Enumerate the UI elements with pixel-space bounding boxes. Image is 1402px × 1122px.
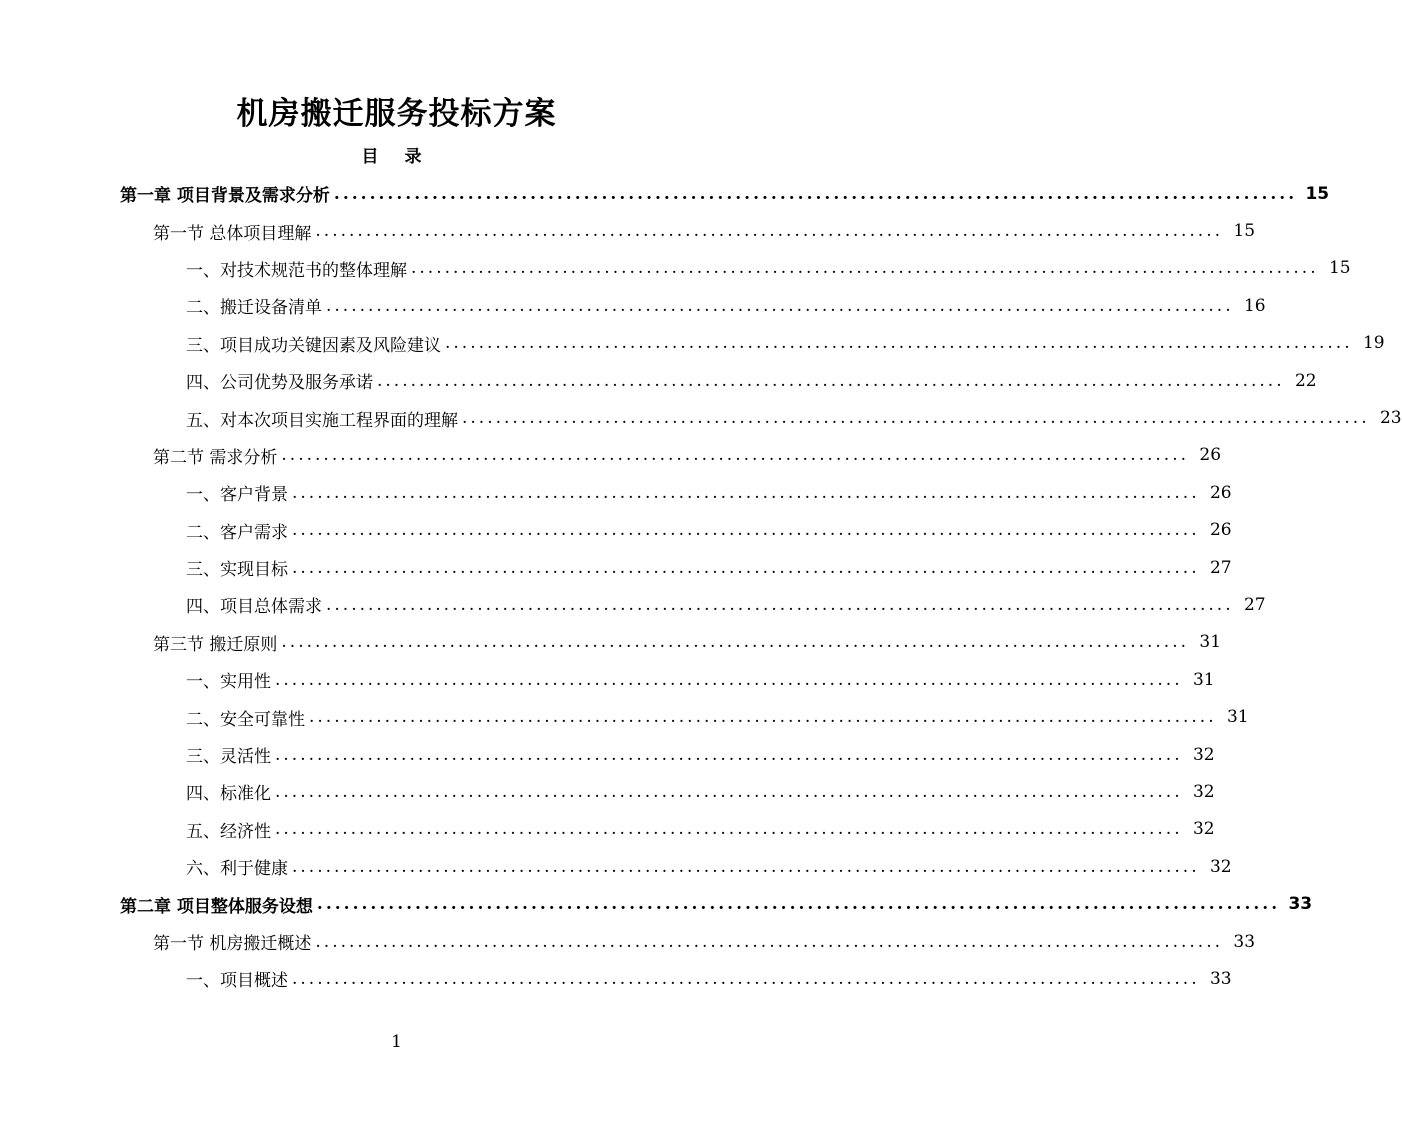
toc-entry[interactable] (0, 661, 1215, 698)
toc-entry[interactable] (0, 512, 1232, 549)
toc-entry-label: 第一章 项目背景及需求分析 (120, 186, 330, 207)
toc-entry-label: 二、搬迁设备清单 (186, 298, 322, 319)
toc-entry-page: 16 (1243, 295, 1266, 316)
toc-entry-page: 27 (1209, 557, 1232, 578)
toc-dot-leader: ............................................................................................................ (377, 370, 1285, 391)
toc-dot-leader: ............................................................................................................ (292, 520, 1200, 541)
toc-entry[interactable] (0, 250, 1351, 287)
toc-entry-page: 23 (1379, 408, 1402, 429)
toc-dot-leader: ............................................................................................................ (275, 744, 1183, 765)
toc-entry[interactable] (0, 848, 1232, 885)
toc-dot-leader: ............................................................................................................ (445, 333, 1353, 354)
toc-entry[interactable] (0, 885, 1313, 922)
toc-dot-leader: ............................................................................................................ (315, 931, 1224, 952)
toc-entry-page: 32 (1192, 744, 1215, 765)
toc-entry[interactable] (0, 175, 1330, 212)
toc-entry-page: 15 (1233, 221, 1256, 242)
toc-entry-label: 一、客户背景 (186, 485, 288, 506)
toc-entry[interactable] (0, 212, 1256, 249)
toc-entry-page: 32 (1192, 781, 1215, 802)
toc-entry[interactable] (0, 811, 1215, 848)
toc-dot-leader: ............................................................................................................ (275, 819, 1183, 840)
toc-entry[interactable] (0, 960, 1232, 997)
toc-entry[interactable] (0, 698, 1249, 735)
toc-entry-page: 31 (1226, 707, 1249, 728)
document-title: 机房搬迁服务投标方案 (236, 96, 557, 132)
toc-entry-page: 15 (1328, 258, 1351, 279)
toc-entry-label: 第三节 搬迁原则 (153, 634, 278, 655)
toc-dot-leader: ............................................................................................................ (292, 856, 1200, 877)
toc-entry[interactable] (0, 624, 1222, 661)
toc-entry[interactable] (0, 362, 1317, 399)
toc-entry-page: 26 (1209, 520, 1232, 541)
toc-dot-leader: ............................................................................................................ (281, 445, 1190, 466)
toc-entry[interactable] (0, 474, 1232, 511)
toc-entry-label: 一、对技术规范书的整体理解 (186, 260, 407, 281)
toc-entry[interactable] (0, 399, 1402, 436)
toc-entry-page: 22 (1294, 370, 1317, 391)
toc-entry-label: 二、安全可靠性 (186, 709, 305, 730)
toc-entry[interactable] (0, 586, 1266, 623)
toc-entry-label: 一、项目概述 (186, 971, 288, 992)
toc-entry-label: 五、经济性 (186, 821, 271, 842)
toc-entry-page: 31 (1199, 632, 1222, 653)
toc-entry[interactable] (0, 325, 1385, 362)
toc-dot-leader: ............................................................................................................ (292, 557, 1200, 578)
toc-entry-label: 第二章 项目整体服务设想 (120, 896, 313, 917)
toc-entry[interactable] (0, 736, 1215, 773)
toc-entry-page: 31 (1192, 669, 1215, 690)
toc-dot-leader: ............................................................................................................ (411, 258, 1319, 279)
page-number: 1 (391, 1032, 402, 1052)
toc-dot-leader: ............................................................................................................ (292, 968, 1200, 989)
toc-entry-label: 第一节 总体项目理解 (153, 223, 312, 244)
toc-entry-label: 三、项目成功关键因素及风险建议 (186, 335, 441, 356)
toc-dot-leader: ............................................................................................................ (326, 295, 1234, 316)
toc-entry-page: 33 (1233, 931, 1256, 952)
toc-entry[interactable] (0, 549, 1232, 586)
toc-entry-label: 第一节 机房搬迁概述 (153, 934, 312, 954)
toc-entry-label: 三、实现目标 (186, 560, 288, 581)
toc-dot-leader: ............................................................................................................ (275, 669, 1183, 690)
toc-dot-leader: ............................................................................................................ (316, 894, 1281, 915)
toc-entry-page: 32 (1192, 819, 1215, 840)
table-of-contents (0, 175, 1402, 998)
toc-entry[interactable] (0, 437, 1222, 474)
toc-entry-page: 19 (1362, 333, 1385, 354)
toc-entry-label: 四、项目总体需求 (186, 597, 322, 618)
toc-entry-label: 二、客户需求 (186, 522, 288, 543)
toc-dot-leader: ............................................................................................................ (326, 594, 1234, 615)
toc-dot-leader: ............................................................................................................ (333, 183, 1298, 204)
toc-dot-leader: ............................................................................................................ (309, 707, 1217, 728)
toc-entry-page: 26 (1209, 482, 1232, 503)
toc-entry-label: 一、实用性 (186, 672, 271, 693)
toc-entry-page: 15 (1305, 183, 1330, 204)
toc-dot-leader: ............................................................................................................ (281, 632, 1190, 653)
toc-heading: 目 录 (361, 147, 432, 167)
toc-dot-leader: ............................................................................................................ (315, 221, 1224, 242)
toc-entry[interactable] (0, 773, 1215, 810)
toc-entry-label: 第二节 需求分析 (153, 447, 278, 468)
toc-entry-page: 33 (1209, 968, 1232, 989)
toc-entry-label: 四、公司优势及服务承诺 (186, 373, 373, 394)
toc-dot-leader: ............................................................................................................ (462, 408, 1370, 429)
toc-entry-label: 四、标准化 (186, 784, 271, 805)
toc-entry-page: 32 (1209, 856, 1232, 877)
toc-entry-label: 五、对本次项目实施工程界面的理解 (186, 410, 458, 431)
toc-entry-page: 27 (1243, 594, 1266, 615)
toc-entry[interactable] (0, 923, 1256, 960)
toc-entry-page: 33 (1288, 894, 1313, 915)
toc-entry-page: 26 (1199, 445, 1222, 466)
toc-entry[interactable] (0, 287, 1266, 324)
toc-entry-label: 三、灵活性 (186, 747, 271, 768)
toc-dot-leader: ............................................................................................................ (275, 781, 1183, 802)
toc-entry-label: 六、利于健康 (186, 859, 288, 880)
toc-dot-leader: ............................................................................................................ (292, 482, 1200, 503)
